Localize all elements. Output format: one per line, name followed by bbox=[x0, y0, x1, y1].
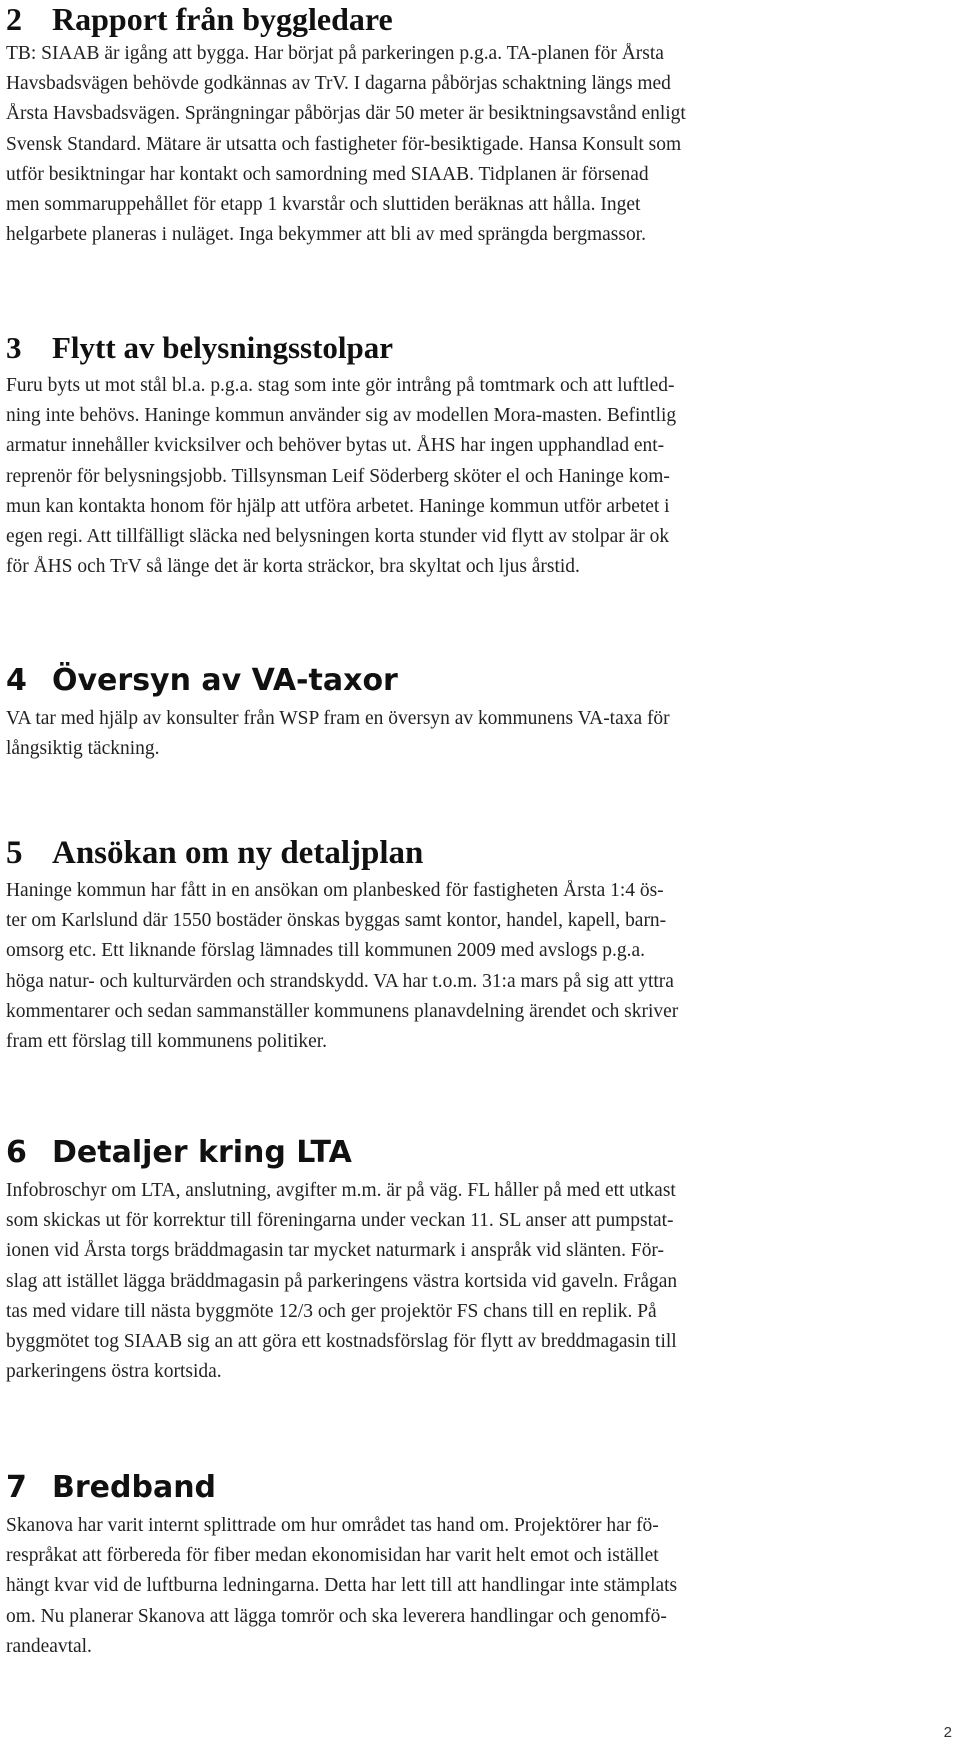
text-line: kommentarer och sedan sammanställer kommunens planavdelning ärendet och skriver bbox=[6, 1000, 679, 1022]
section-number: 7 bbox=[6, 1470, 27, 1505]
section-5 bbox=[6, 834, 954, 1057]
text-line: för ÅHS och TrV så länge det är korta sträckor, bra skyltat och ljus årstid. bbox=[6, 556, 580, 578]
text-line: Furu byts ut mot stål bl.a. p.g.a. stag som inte gör intrång på tomtmark och att luftled- bbox=[6, 375, 675, 396]
text-line: parkeringens östra kortsida. bbox=[6, 1361, 222, 1383]
text-line: Haninge kommun har fått in en ansökan om planbesked för fastigheten Årsta 1:4 ös- bbox=[6, 880, 664, 901]
section-body bbox=[6, 39, 954, 250]
text-line: höga natur- och kulturvärden och strandskydd. VA har t.o.m. 31:a mars på sig att yttra bbox=[6, 970, 674, 992]
section-heading bbox=[6, 662, 954, 700]
section-title: Översyn av VA-taxor bbox=[52, 663, 398, 698]
section-number: 4 bbox=[6, 663, 27, 698]
section-body bbox=[6, 876, 954, 1057]
section-number: 2 bbox=[6, 1, 22, 37]
section-body bbox=[6, 1511, 954, 1662]
text-line: egen regi. Att tillfälligt släcka ned belysningen korta stunder vid flytt av stolpar är ok bbox=[6, 526, 670, 548]
section-title: Bredband bbox=[52, 1470, 217, 1505]
text-line: helgarbete planeras i nuläget. Inga bekymmer att bli av med sprängda bergmassor. bbox=[6, 224, 646, 246]
section-body bbox=[6, 704, 954, 764]
section-body bbox=[6, 1176, 954, 1387]
section-title: Rapport från byggledare bbox=[52, 1, 393, 37]
text-line: Årsta Havsbadsvägen. Sprängningar påbörjas där 50 meter är besiktningsavstånd enligt bbox=[6, 103, 686, 125]
text-line: utför besiktningar har kontakt och samordning med SIAAB. Tidplanen är försenad bbox=[6, 163, 649, 185]
section-title: Ansökan om ny detaljplan bbox=[52, 835, 424, 871]
text-line: VA tar med hjälp av konsulter från WSP fram en översyn av kommunens VA-taxa för bbox=[6, 708, 670, 729]
section-heading bbox=[6, 0, 954, 38]
text-line: som skickas ut för korrektur till föreningarna under veckan 11. SL anser att pumpstat- bbox=[6, 1210, 674, 1232]
text-line: reprenör för belysningsjobb. Tillsynsman Leif Söderberg sköter el och Haninge kom- bbox=[6, 465, 670, 487]
text-line: men sommaruppehållet för etapp 1 kvarstår och sluttiden beräknas att hålla. Inget bbox=[6, 194, 641, 216]
section-heading bbox=[6, 1134, 954, 1172]
section-title: Detaljer kring LTA bbox=[52, 1135, 352, 1170]
text-line: TB: SIAAB är igång att bygga. Har börjat på parkeringen p.g.a. TA-planen för Årsta bbox=[6, 43, 664, 64]
text-line: byggmötet tog SIAAB sig an att göra ett kostnadsförslag för flytt av breddmagasin till bbox=[6, 1331, 677, 1353]
text-line: mun kan kontakta honom för hjälp att utföra arbetet. Haninge kommun utför arbetet i bbox=[6, 495, 670, 517]
text-line: armatur innehåller kvicksilver och behöver bytas ut. ÅHS har ingen upphandlad ent- bbox=[6, 435, 665, 457]
text-line: randeavtal. bbox=[6, 1635, 92, 1657]
section-6 bbox=[6, 1134, 954, 1387]
section-7 bbox=[6, 1469, 954, 1662]
text-line: respråkat att förbereda för fiber medan ekonomisidan har varit helt emot och istället bbox=[6, 1545, 659, 1567]
text-line: Infobroschyr om LTA, anslutning, avgifter m.m. är på väg. FL håller på med ett utkast bbox=[6, 1180, 676, 1201]
section-heading bbox=[6, 329, 954, 367]
text-line: ning inte behövs. Haninge kommun använder sig av modellen Mora-masten. Befintlig bbox=[6, 405, 677, 427]
text-line: hängt kvar vid de luftburna ledningarna. Detta har lett till att handlingar inte stämplats bbox=[6, 1575, 678, 1597]
text-line: omsorg etc. Ett liknande förslag lämnades till kommunen 2009 med avslogs p.g.a. bbox=[6, 940, 645, 962]
section-number: 5 bbox=[6, 835, 23, 871]
text-line: ionen vid Årsta torgs bräddmagasin tar mycket naturmark i anspråk vid slänten. För- bbox=[6, 1240, 664, 1262]
text-line: ter om Karlslund där 1550 bostäder önskas byggas samt kontor, handel, kapell, barn- bbox=[6, 910, 667, 932]
text-line: om. Nu planerar Skanova att lägga tomrör och ska leverera handlingar och genomfö- bbox=[6, 1605, 667, 1627]
text-line: långsiktig täckning. bbox=[6, 738, 160, 760]
text-line: fram ett förslag till kommunens politiker. bbox=[6, 1031, 328, 1053]
text-line: tas med vidare till nästa byggmöte 12/3 och ger projektör FS chans till en replik. På bbox=[6, 1300, 657, 1322]
section-number: 6 bbox=[6, 1135, 27, 1170]
section-body bbox=[6, 371, 954, 582]
text-line: Svensk Standard. Mätare är utsatta och fastigheter för-besiktigade. Hansa Konsult som bbox=[6, 133, 682, 155]
section-2 bbox=[6, 0, 954, 250]
page-number: 2 bbox=[943, 1724, 952, 1741]
text-line: Skanova har varit internt splittrade om hur området tas hand om. Projektörer har fö- bbox=[6, 1515, 659, 1536]
section-heading bbox=[6, 1469, 954, 1507]
section-number: 3 bbox=[6, 330, 22, 365]
section-4 bbox=[6, 662, 954, 764]
text-line: Havsbadsvägen behövde godkännas av TrV. I dagarna påbörjas schaktning längs med bbox=[6, 73, 671, 95]
section-title: Flytt av belysningsstolpar bbox=[52, 330, 394, 365]
section-3 bbox=[6, 329, 954, 582]
section-heading bbox=[6, 834, 954, 872]
text-line: slag att istället lägga bräddmagasin på parkeringens västra kortsida vid gaveln. Frågan bbox=[6, 1270, 678, 1292]
